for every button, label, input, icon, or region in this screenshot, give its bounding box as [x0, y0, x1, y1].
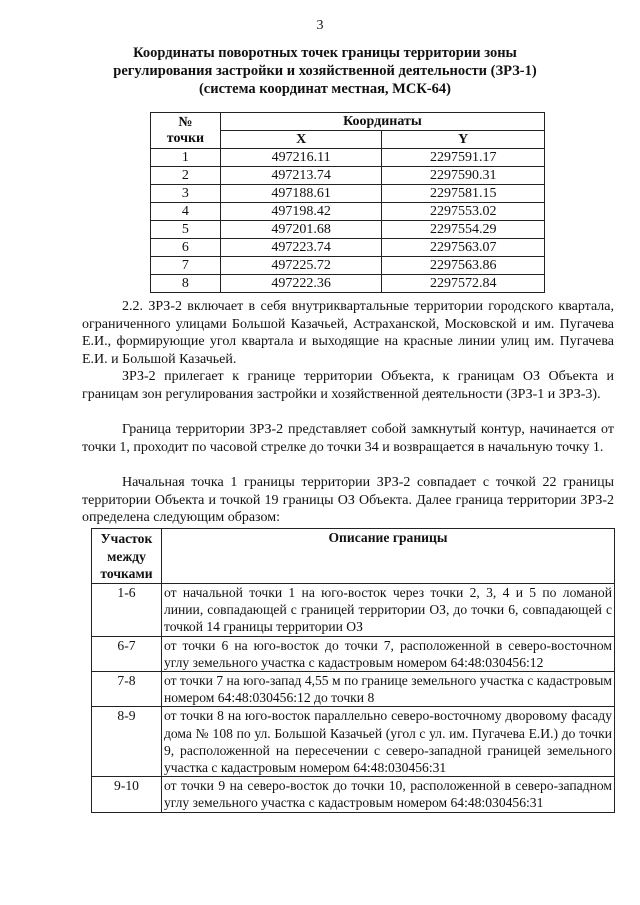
paragraph-start-point: Начальная точка 1 границы территории ЗРЗ-2 совпадает с точкой 22 границы территории Объекта и точкой 19 границы ОЗ Объекта. Далее граница территории ЗРЗ-2 определена следующим образом: — [82, 475, 614, 525]
point-number: 4 — [151, 203, 221, 221]
segment: 9-10 — [92, 777, 162, 812]
coord-y: 2297590.31 — [382, 167, 545, 185]
table-row — [92, 636, 615, 671]
description: от начальной точки 1 на юго-восток через точки 2, 3, 4 и 5 по ломаной линии, совпадающей с границей территории ОЗ, до точки 6, совпадающей с точкой 14 границы территории ОЗ — [161, 584, 614, 637]
segment: 6-7 — [92, 636, 162, 671]
title-line-3: (система координат местная, МСК-64) — [198, 81, 452, 97]
coord-x: 497201.68 — [220, 221, 382, 239]
segment: 7-8 — [92, 672, 162, 707]
coord-x: 497198.42 — [220, 203, 382, 221]
table-row — [151, 275, 545, 293]
point-number: 3 — [151, 185, 221, 203]
header-y: Y — [382, 131, 545, 149]
description: от точки 7 на юго-запад 4,55 м по границе земельного участка с кадастровым номером 64:48:030456:12 до точки 8 — [161, 672, 614, 707]
coord-x: 497213.74 — [220, 167, 382, 185]
header-point-number: № точки — [151, 113, 221, 149]
boundary-description-table — [91, 528, 615, 813]
table-row — [151, 221, 545, 239]
table-row — [151, 185, 545, 203]
coordinates-table — [150, 112, 545, 293]
point-number: 7 — [151, 257, 221, 275]
coord-x: 497225.72 — [220, 257, 382, 275]
paragraph-adjacency: ЗРЗ-2 прилегает к границе территории Объекта, к границам ОЗ Объекта и границам зон регулирования застройки и хозяйственной деятельности (ЗРЗ-1 и ЗРЗ-3). — [82, 369, 614, 402]
coord-x: 497223.74 — [220, 239, 382, 257]
coord-y: 2297553.02 — [382, 203, 545, 221]
header-description: Описание границы — [161, 529, 614, 584]
header-coordinates: Координаты — [220, 113, 544, 131]
table-row — [151, 203, 545, 221]
coord-x: 497222.36 — [220, 275, 382, 293]
coord-y: 2297563.86 — [382, 257, 545, 275]
point-number: 1 — [151, 149, 221, 167]
coord-y: 2297581.15 — [382, 185, 545, 203]
page-number: 3 — [316, 18, 324, 33]
segment: 8-9 — [92, 707, 162, 777]
table-row — [151, 149, 545, 167]
coord-y: 2297563.07 — [382, 239, 545, 257]
paragraph-contour: Граница территории ЗРЗ-2 представляет собой замкнутый контур, начинается от точки 1, проходит по часовой стрелке до точки 34 и возвращается в начальную точку 1. — [82, 422, 614, 455]
table-row — [92, 672, 615, 707]
segment: 1-6 — [92, 584, 162, 637]
table-row — [151, 257, 545, 275]
point-number: 8 — [151, 275, 221, 293]
coord-y: 2297554.29 — [382, 221, 545, 239]
table-header-row — [151, 113, 545, 131]
coord-x: 497188.61 — [220, 185, 382, 203]
title-line-1: Координаты поворотных точек границы территории зоны — [133, 45, 517, 61]
table-row — [92, 584, 615, 637]
header-segment: Участок между точками — [92, 529, 162, 584]
point-number: 2 — [151, 167, 221, 185]
point-number: 5 — [151, 221, 221, 239]
section-title — [80, 44, 570, 98]
table-row — [92, 707, 615, 777]
description: от точки 8 на юго-восток параллельно северо-восточному дворовому фасаду дома № 108 по ул. Большой Казачьей (угол с ул. им. Пугачева Е.И.) до точки 9, расположенной на пересечении с северо-западной границей земельного участка с кадастровым номером 64:48:030456:31 — [161, 707, 614, 777]
title-line-2: регулирования застройки и хозяйственной деятельности (ЗРЗ-1) — [113, 63, 537, 79]
table-header-row — [92, 529, 615, 584]
description: от точки 6 на юго-восток до точки 7, расположенной в северо-восточном углу земельного участка с кадастровым номером 64:48:030456:12 — [161, 636, 614, 671]
paragraph-2-2: 2.2. ЗРЗ-2 включает в себя внутриквартальные территории городского квартала, ограниченного улицами Большой Казачьей, Астраханской, Московской и им. Пугачева Е.И., формирующие угол квартала и выходящие на красные линии улиц им. Пугачева Е.И. и Большой Казачьей. — [82, 299, 614, 367]
point-number: 6 — [151, 239, 221, 257]
table-row — [151, 167, 545, 185]
table-row — [92, 777, 615, 812]
coord-y: 2297572.84 — [382, 275, 545, 293]
coord-y: 2297591.17 — [382, 149, 545, 167]
description: от точки 9 на северо-восток до точки 10, расположенной в северо-западном углу земельного участка с кадастровым номером 64:48:030456:31 — [161, 777, 614, 812]
coord-x: 497216.11 — [220, 149, 382, 167]
header-x: X — [220, 131, 382, 149]
table-row — [151, 239, 545, 257]
